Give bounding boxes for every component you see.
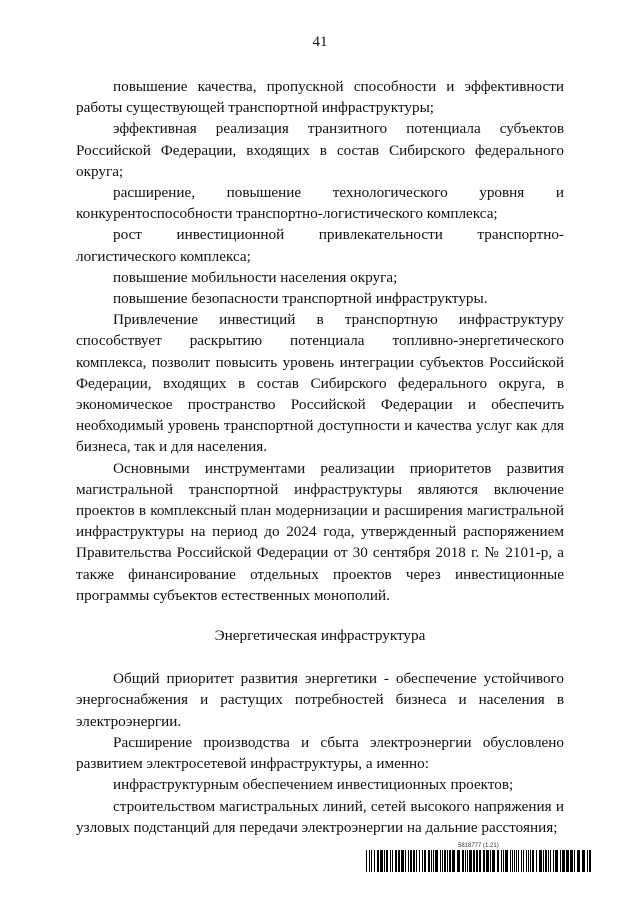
paragraph: рост инвестиционной привлекательности транспортно-логистического комплекса; — [76, 226, 564, 265]
paragraph: расширение, повышение технологического уровня и конкурентоспособности транспортно-логистического комплекса; — [76, 184, 564, 223]
document-body — [76, 76, 564, 838]
barcode — [366, 850, 592, 872]
paragraph: Привлечение инвестиций в транспортную инфраструктуру способствует раскрытию потенциала топливно-энергетического комплекса, позволит повысить уровень интеграции субъектов Российской Федерации, входящих в состав Сибирского федерального округа, в экономическое пространство Российской Федерации и обеспечить необходимый уровень транспортной доступности и качества услуг как для бизнеса, так и для населения. — [76, 311, 564, 456]
paragraph: повышение безопасности транспортной инфраструктуры. — [113, 290, 488, 308]
paragraph: повышение мобильности населения округа; — [113, 268, 398, 286]
paragraph: Расширение производства и сбыта электроэнергии обусловлено развитием электросетевой инфраструктуры, а именно: — [76, 733, 564, 773]
barcode-caption: 5818777 (1.21) — [458, 843, 499, 849]
paragraph: Общий приоритет развития энергетики - обеспечение устойчивого энергоснабжения и растущих потребностей бизнеса и населения в электроэнергии. — [76, 670, 564, 730]
paragraph: эффективная реализация транзитного потенциала субъектов Российской Федерации, входящих в состав Сибирского федерального округа; — [76, 120, 564, 180]
paragraph: повышение качества, пропускной способности и эффективности работы существующей транспортной инфраструктуры; — [76, 78, 564, 117]
paragraph: строительством магистральных линий, сетей высокого напряжения и узловых подстанций для передачи электроэнергии на дальние расстояния; — [76, 797, 564, 836]
paragraph: Основными инструментами реализации приоритетов развития магистральной транспортной инфраструктуры являются включение проектов в комплексный план модернизации и расширения магистральной инфраструктуры на период до 2024 года, утвержденный распоряжением Правительства Российской Федерации от 30 сентября 2018 г. № 2101-р, а также финансирование отдельных проектов через инвестиционные программы субъектов естественных монополий. — [76, 459, 564, 604]
page-number: 41 — [312, 34, 328, 50]
section-title: Энергетическая инфраструктура — [214, 627, 426, 645]
paragraph: инфраструктурным обеспечением инвестиционных проектов; — [113, 776, 514, 794]
